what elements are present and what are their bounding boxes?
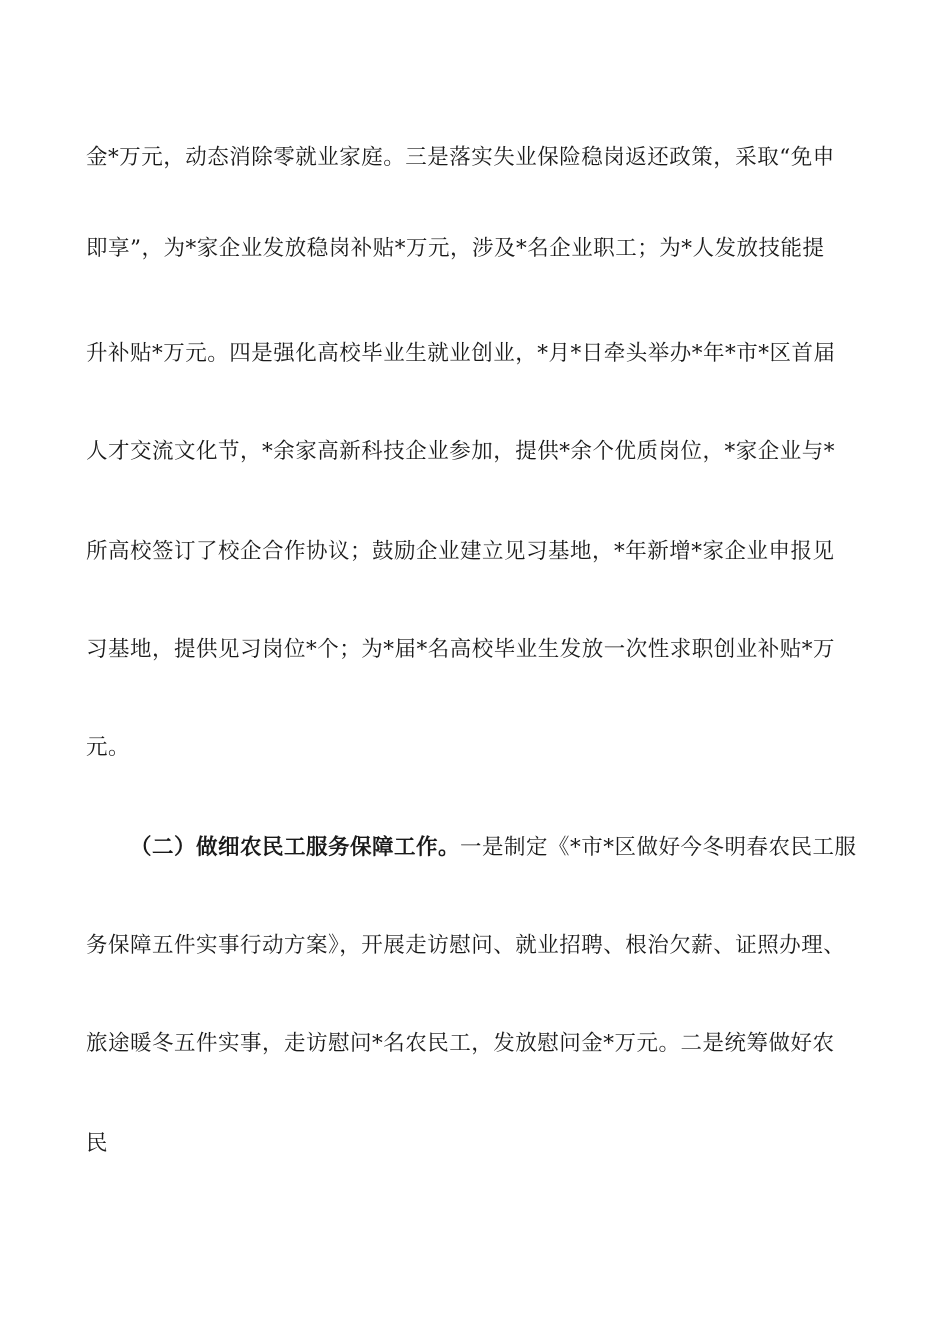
paragraph-line: 习基地，提供见习岗位*个；为*届*名高校毕业生发放一次性求职创业补贴*万 xyxy=(86,637,836,662)
paragraph-line: 所高校签订了校企合作协议；鼓励企业建立见习基地，*年新增*家企业申报见 xyxy=(86,539,835,564)
paragraph-line: 人才交流文化节，*余家高新科技企业参加，提供*余个优质岗位，*家企业与* xyxy=(86,439,836,464)
section-heading-line xyxy=(130,833,930,863)
section-heading: （二）做细农民工服务保障工作。 xyxy=(130,835,461,860)
paragraph-line: 务保障五件实事行动方案》，开展走访慰问、就业招聘、根治欠薪、证照办理、 xyxy=(86,933,846,958)
paragraph-line: 民 xyxy=(86,1131,109,1156)
paragraph-line: 元。 xyxy=(86,735,131,760)
paragraph-line: 升补贴*万元。四是强化高校毕业生就业创业，*月*日牵头举办*年*市*区首届 xyxy=(86,341,836,366)
paragraph-line: 即享”，为*家企业发放稳岗补贴*万元，涉及*名企业职工；为*人发放技能提 xyxy=(86,236,825,261)
paragraph-line: 金*万元，动态消除零就业家庭。三是落实失业保险稳岗返还政策，采取“免申 xyxy=(86,145,835,170)
section-text: 一是制定《*市*区做好今冬明春农民工服 xyxy=(460,835,857,860)
paragraph-line: 旅途暖冬五件实事，走访慰问*名农民工，发放慰问金*万元。二是统筹做好农 xyxy=(86,1031,835,1056)
